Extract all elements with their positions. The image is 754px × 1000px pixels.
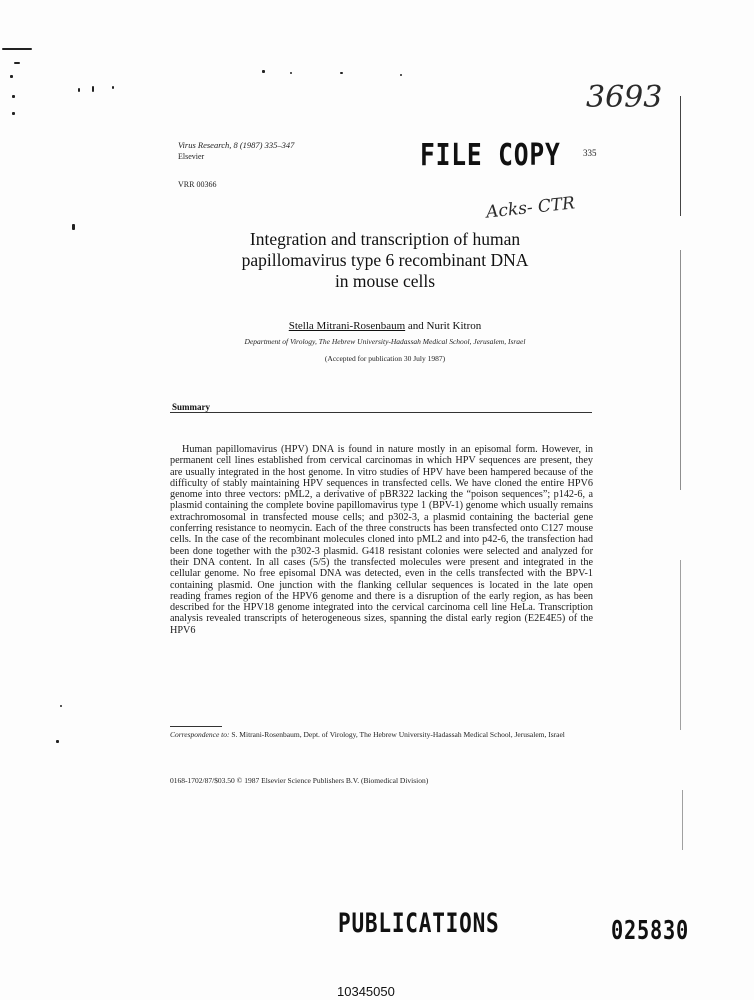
scan-edge-line — [680, 560, 681, 730]
scan-artifact — [262, 70, 265, 73]
scan-artifact — [400, 74, 402, 76]
scan-artifact — [290, 72, 292, 74]
journal-citation: Virus Research, 8 (1987) 335–347 — [178, 140, 295, 150]
publications-stamp: PUBLICATIONS — [338, 908, 500, 939]
correspondence-note — [170, 730, 600, 740]
handwritten-number: 3693 — [586, 80, 663, 115]
scan-artifact — [78, 88, 80, 92]
author-primary: Stella Mitrani-Rosenbaum — [288, 320, 406, 332]
scan-artifact — [56, 740, 59, 743]
scan-artifact — [12, 112, 15, 115]
bates-number: 10345050 — [337, 984, 395, 999]
scan-artifact — [2, 48, 32, 50]
scan-artifact — [72, 224, 75, 230]
correspondence-label: Correspondence to: — [170, 730, 230, 739]
scan-edge-line — [680, 96, 681, 216]
file-copy-stamp: FILE COPY — [420, 138, 561, 173]
footnote-rule — [170, 726, 222, 727]
scan-artifact — [92, 86, 94, 92]
correspondence-text: S. Mitrani-Rosenbaum, Dept. of Virology, The Hebrew University-Hadassah Medical School, Jerusalem, Israel — [231, 730, 565, 739]
page-number: 335 — [583, 148, 597, 158]
title-line: Integration and transcription of human — [249, 229, 521, 249]
article-title — [170, 229, 600, 292]
scan-artifact — [12, 95, 15, 98]
document-number-stamp: 025830 — [611, 916, 689, 946]
accepted-date: (Accepted for publication 30 July 1987) — [324, 354, 446, 363]
article-ref-code: VRR 00366 — [178, 180, 217, 189]
section-rule — [170, 412, 592, 413]
scan-artifact — [10, 75, 13, 78]
scan-artifact — [14, 62, 20, 64]
title-line: papillomavirus type 6 recombinant DNA — [241, 250, 529, 270]
journal-publisher: Elsevier — [178, 152, 205, 161]
issn-copyright-line: 0168-1702/87/$03.50 © 1987 Elsevier Science Publishers B.V. (Biomedical Division) — [170, 776, 429, 785]
title-line: in mouse cells — [334, 271, 436, 291]
scan-edge-line — [680, 250, 681, 490]
summary-heading: Summary — [172, 402, 214, 412]
scan-artifact — [112, 86, 114, 89]
author-line — [170, 320, 600, 332]
scan-artifact — [60, 705, 62, 707]
author-affiliation: Department of Virology, The Hebrew University-Hadassah Medical School, Jerusalem, Israel — [244, 337, 526, 346]
scan-artifact — [340, 72, 343, 74]
handwritten-acks-note: Acks- CTR — [485, 193, 576, 223]
author-secondary: and Nurit Kitron — [407, 320, 482, 332]
abstract-text: Human papillomavirus (HPV) DNA is found in nature mostly in an episomal form. However, in permanent cell lines established from cervical carcinomas in which HPV sequences are present, they are usually integrated in the host genome. In vitro studies of HPV have been hampered because of the difficulty of stably maintaining HPV sequences in transfected cells. We have cloned the entire HPV6 genome into three vectors: pML2, a derivative of pBR322 lacking the “poison sequences”; p142-6, a plasmid containing the complete bovine papillomavirus type 1 (BPV-1) genome which usually remains extrachromosomal in transfected mouse cells; and p302-3, a plasmid containing the bacterial gene conferring resistance to neomycin. Each of the three constructs has been transfected onto C127 mouse cells. In the case of the recombinant molecules cloned into pML2 and into p42-6, the transfection had been done together with the p302-3 plasmid. G418 resistant colonies were selected and analyzed for their DNA content. In all cases (5/5) the transfected molecules were present and integrated in the cellular genome. No free episomal DNA was detected, even in the cells transfected with the BPV-1 containing plasmid. One junction with the flanking cellular sequences is located in the late open reading frames region of the HPV6 genome and there is a disruption of the early region, as has been described for the HPV18 genome integrated into the cervical carcinoma cell line HeLa. Transcription analysis revealed transcripts of heterogeneous sizes, spanning the distal early region (E2E4E5) of the HPV6 — [170, 444, 593, 636]
scan-edge-line — [682, 790, 683, 850]
